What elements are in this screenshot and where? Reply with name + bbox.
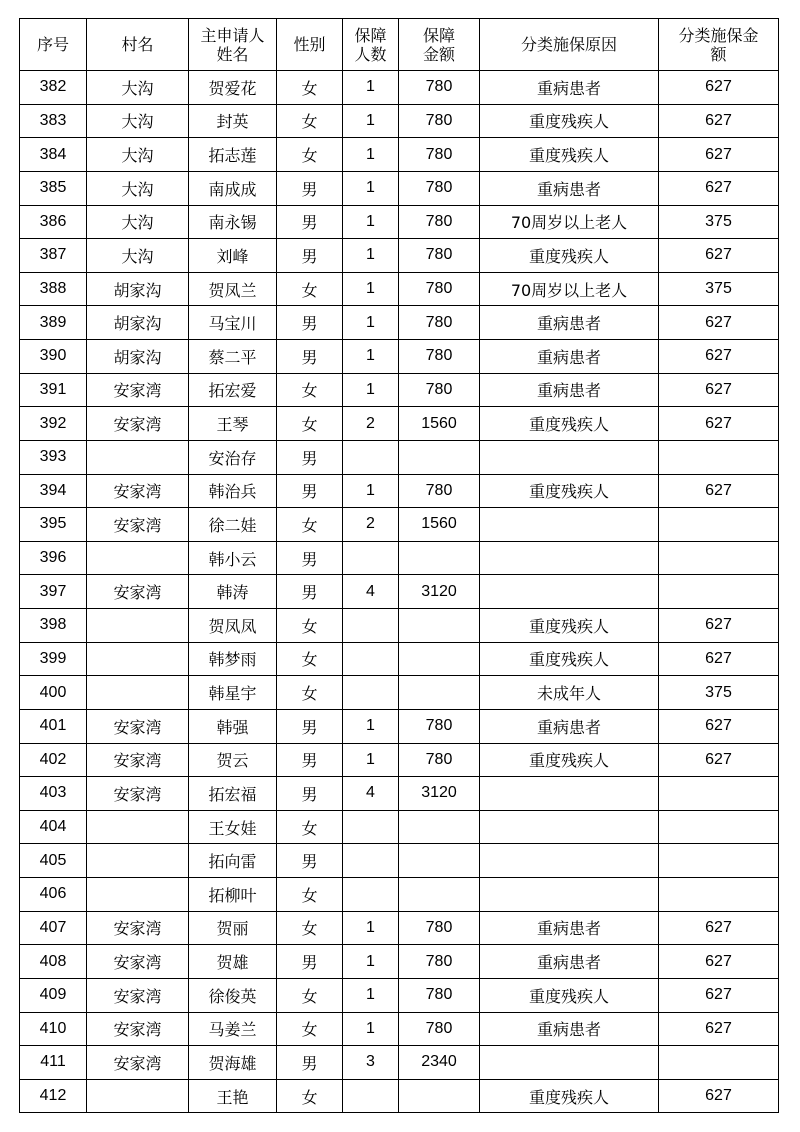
header-classification-reason: 分类施保原因 <box>480 19 659 71</box>
table-row <box>20 171 779 205</box>
covered-persons-cell: 1 <box>343 205 399 239</box>
village-cell: 大沟 <box>87 171 189 205</box>
serial-number-cell: 398 <box>20 609 87 643</box>
village-cell: 安家湾 <box>87 911 189 945</box>
applicant-name-cell: 贺雄 <box>189 945 277 979</box>
classification-amount-cell: 627 <box>659 306 779 340</box>
serial-number-cell: 387 <box>20 239 87 273</box>
classification-amount-cell <box>659 440 779 474</box>
covered-persons-cell <box>343 541 399 575</box>
serial-number-cell: 404 <box>20 810 87 844</box>
coverage-amount-cell: 3120 <box>399 777 480 811</box>
covered-persons-cell: 1 <box>343 138 399 172</box>
village-cell: 安家湾 <box>87 978 189 1012</box>
classification-amount-cell <box>659 575 779 609</box>
covered-persons-cell: 1 <box>343 474 399 508</box>
village-cell: 胡家沟 <box>87 306 189 340</box>
covered-persons-cell: 1 <box>343 945 399 979</box>
covered-persons-cell <box>343 609 399 643</box>
gender-cell: 女 <box>277 138 343 172</box>
table-row <box>20 878 779 912</box>
serial-number-cell: 405 <box>20 844 87 878</box>
covered-persons-cell: 2 <box>343 407 399 441</box>
covered-persons-cell: 2 <box>343 508 399 542</box>
table-row <box>20 340 779 374</box>
table-row <box>20 676 779 710</box>
gender-cell: 女 <box>277 911 343 945</box>
coverage-amount-cell <box>399 440 480 474</box>
reason-cell <box>480 508 659 542</box>
classification-amount-cell: 627 <box>659 978 779 1012</box>
reason-cell: 重病患者 <box>480 340 659 374</box>
village-cell: 安家湾 <box>87 1012 189 1046</box>
serial-number-cell: 394 <box>20 474 87 508</box>
classification-amount-cell <box>659 777 779 811</box>
gender-cell: 男 <box>277 340 343 374</box>
reason-cell: 70周岁以上老人 <box>480 205 659 239</box>
serial-number-cell: 397 <box>20 575 87 609</box>
serial-number-cell: 399 <box>20 642 87 676</box>
applicant-name-cell: 南成成 <box>189 171 277 205</box>
village-cell <box>87 541 189 575</box>
classification-amount-cell: 627 <box>659 407 779 441</box>
classification-amount-cell: 627 <box>659 911 779 945</box>
village-cell: 安家湾 <box>87 709 189 743</box>
gender-cell: 女 <box>277 508 343 542</box>
applicant-name-cell: 拓向雷 <box>189 844 277 878</box>
reason-cell: 重度残疾人 <box>480 407 659 441</box>
classification-amount-cell: 375 <box>659 205 779 239</box>
coverage-amount-cell: 780 <box>399 945 480 979</box>
village-cell: 安家湾 <box>87 407 189 441</box>
serial-number-cell: 389 <box>20 306 87 340</box>
applicant-name-cell: 刘峰 <box>189 239 277 273</box>
covered-persons-cell: 1 <box>343 71 399 105</box>
table-row <box>20 373 779 407</box>
covered-persons-cell: 1 <box>343 171 399 205</box>
table-row <box>20 138 779 172</box>
header-row <box>20 19 779 71</box>
village-cell <box>87 676 189 710</box>
covered-persons-cell <box>343 642 399 676</box>
reason-cell: 重病患者 <box>480 171 659 205</box>
village-cell: 安家湾 <box>87 945 189 979</box>
reason-cell <box>480 575 659 609</box>
reason-cell: 重病患者 <box>480 1012 659 1046</box>
table-row <box>20 743 779 777</box>
classification-amount-cell: 627 <box>659 609 779 643</box>
covered-persons-cell: 3 <box>343 1046 399 1080</box>
table-row <box>20 810 779 844</box>
reason-cell: 重度残疾人 <box>480 743 659 777</box>
coverage-amount-cell: 780 <box>399 978 480 1012</box>
coverage-amount-cell: 780 <box>399 373 480 407</box>
village-cell <box>87 642 189 676</box>
applicant-name-cell: 王女娃 <box>189 810 277 844</box>
reason-cell <box>480 878 659 912</box>
applicant-name-cell: 贺丽 <box>189 911 277 945</box>
header-serial-number: 序号 <box>20 19 87 71</box>
coverage-amount-cell <box>399 676 480 710</box>
gender-cell: 男 <box>277 1046 343 1080</box>
table-row <box>20 642 779 676</box>
covered-persons-cell: 1 <box>343 239 399 273</box>
applicant-name-cell: 王艳 <box>189 1079 277 1113</box>
covered-persons-cell: 4 <box>343 777 399 811</box>
table-row <box>20 1046 779 1080</box>
reason-cell: 重度残疾人 <box>480 978 659 1012</box>
coverage-amount-cell: 780 <box>399 474 480 508</box>
covered-persons-cell <box>343 1079 399 1113</box>
applicant-name-cell: 韩小云 <box>189 541 277 575</box>
header-covered-persons: 保障 人数 <box>343 19 399 71</box>
gender-cell: 男 <box>277 171 343 205</box>
classification-amount-cell: 627 <box>659 340 779 374</box>
applicant-name-cell: 拓柳叶 <box>189 878 277 912</box>
covered-persons-cell: 1 <box>343 373 399 407</box>
village-cell <box>87 810 189 844</box>
reason-cell: 70周岁以上老人 <box>480 272 659 306</box>
reason-cell <box>480 440 659 474</box>
covered-persons-cell: 1 <box>343 272 399 306</box>
covered-persons-cell: 1 <box>343 743 399 777</box>
village-cell: 大沟 <box>87 205 189 239</box>
serial-number-cell: 410 <box>20 1012 87 1046</box>
serial-number-cell: 407 <box>20 911 87 945</box>
applicant-name-cell: 贺凤兰 <box>189 272 277 306</box>
village-cell <box>87 609 189 643</box>
serial-number-cell: 400 <box>20 676 87 710</box>
applicant-name-cell: 安治存 <box>189 440 277 474</box>
table-row <box>20 508 779 542</box>
classification-amount-cell <box>659 810 779 844</box>
classification-amount-cell <box>659 508 779 542</box>
reason-cell: 重病患者 <box>480 373 659 407</box>
classification-amount-cell: 375 <box>659 272 779 306</box>
applicant-name-cell: 马宝川 <box>189 306 277 340</box>
serial-number-cell: 409 <box>20 978 87 1012</box>
classification-amount-cell <box>659 541 779 575</box>
village-cell: 安家湾 <box>87 743 189 777</box>
allowance-table-container <box>19 18 779 1113</box>
village-cell: 安家湾 <box>87 777 189 811</box>
header-gender: 性别 <box>277 19 343 71</box>
table-row <box>20 306 779 340</box>
coverage-amount-cell: 780 <box>399 71 480 105</box>
reason-cell: 重度残疾人 <box>480 239 659 273</box>
village-cell: 安家湾 <box>87 508 189 542</box>
serial-number-cell: 402 <box>20 743 87 777</box>
table-row <box>20 541 779 575</box>
table-row <box>20 71 779 105</box>
village-cell: 安家湾 <box>87 474 189 508</box>
applicant-name-cell: 徐二娃 <box>189 508 277 542</box>
gender-cell: 女 <box>277 104 343 138</box>
classification-amount-cell: 627 <box>659 1012 779 1046</box>
gender-cell: 男 <box>277 575 343 609</box>
classification-amount-cell: 627 <box>659 104 779 138</box>
village-cell: 胡家沟 <box>87 340 189 374</box>
coverage-amount-cell <box>399 609 480 643</box>
table-row <box>20 844 779 878</box>
reason-cell <box>480 810 659 844</box>
table-row <box>20 777 779 811</box>
classification-amount-cell: 627 <box>659 945 779 979</box>
coverage-amount-cell: 780 <box>399 205 480 239</box>
reason-cell: 重病患者 <box>480 945 659 979</box>
serial-number-cell: 388 <box>20 272 87 306</box>
covered-persons-cell <box>343 878 399 912</box>
serial-number-cell: 406 <box>20 878 87 912</box>
header-coverage-amount: 保障 金额 <box>399 19 480 71</box>
classification-amount-cell: 627 <box>659 239 779 273</box>
applicant-name-cell: 韩涛 <box>189 575 277 609</box>
covered-persons-cell <box>343 844 399 878</box>
applicant-name-cell: 韩治兵 <box>189 474 277 508</box>
classification-amount-cell <box>659 844 779 878</box>
applicant-name-cell: 封英 <box>189 104 277 138</box>
table-row <box>20 575 779 609</box>
coverage-amount-cell: 780 <box>399 911 480 945</box>
coverage-amount-cell: 780 <box>399 171 480 205</box>
header-applicant-name: 主申请人 姓名 <box>189 19 277 71</box>
table-row <box>20 407 779 441</box>
reason-cell: 重度残疾人 <box>480 104 659 138</box>
table-row <box>20 609 779 643</box>
applicant-name-cell: 贺爱花 <box>189 71 277 105</box>
village-cell <box>87 844 189 878</box>
gender-cell: 男 <box>277 440 343 474</box>
applicant-name-cell: 韩强 <box>189 709 277 743</box>
covered-persons-cell: 1 <box>343 1012 399 1046</box>
serial-number-cell: 386 <box>20 205 87 239</box>
gender-cell: 男 <box>277 777 343 811</box>
village-cell: 安家湾 <box>87 1046 189 1080</box>
covered-persons-cell: 4 <box>343 575 399 609</box>
village-cell <box>87 1079 189 1113</box>
serial-number-cell: 392 <box>20 407 87 441</box>
coverage-amount-cell <box>399 1079 480 1113</box>
table-row <box>20 440 779 474</box>
gender-cell: 女 <box>277 272 343 306</box>
reason-cell: 重病患者 <box>480 911 659 945</box>
reason-cell: 重病患者 <box>480 709 659 743</box>
classification-amount-cell: 627 <box>659 474 779 508</box>
coverage-amount-cell <box>399 642 480 676</box>
village-cell: 大沟 <box>87 138 189 172</box>
header-village-name: 村名 <box>87 19 189 71</box>
gender-cell: 女 <box>277 878 343 912</box>
table-row <box>20 205 779 239</box>
applicant-name-cell: 南永锡 <box>189 205 277 239</box>
reason-cell <box>480 777 659 811</box>
classification-amount-cell <box>659 878 779 912</box>
applicant-name-cell: 贺凤凤 <box>189 609 277 643</box>
reason-cell: 重度残疾人 <box>480 609 659 643</box>
coverage-amount-cell: 780 <box>399 340 480 374</box>
table-row <box>20 474 779 508</box>
table-row <box>20 239 779 273</box>
gender-cell: 男 <box>277 541 343 575</box>
reason-cell <box>480 541 659 575</box>
applicant-name-cell: 拓志莲 <box>189 138 277 172</box>
coverage-amount-cell: 780 <box>399 306 480 340</box>
reason-cell: 重度残疾人 <box>480 138 659 172</box>
coverage-amount-cell: 3120 <box>399 575 480 609</box>
coverage-amount-cell <box>399 810 480 844</box>
gender-cell: 女 <box>277 1012 343 1046</box>
coverage-amount-cell: 780 <box>399 709 480 743</box>
serial-number-cell: 401 <box>20 709 87 743</box>
gender-cell: 男 <box>277 709 343 743</box>
covered-persons-cell <box>343 440 399 474</box>
covered-persons-cell <box>343 810 399 844</box>
serial-number-cell: 391 <box>20 373 87 407</box>
village-cell: 安家湾 <box>87 575 189 609</box>
coverage-amount-cell: 780 <box>399 239 480 273</box>
serial-number-cell: 408 <box>20 945 87 979</box>
coverage-amount-cell: 780 <box>399 138 480 172</box>
applicant-name-cell: 马姜兰 <box>189 1012 277 1046</box>
reason-cell: 重病患者 <box>480 306 659 340</box>
gender-cell: 男 <box>277 743 343 777</box>
table-row <box>20 272 779 306</box>
coverage-amount-cell: 780 <box>399 1012 480 1046</box>
table-row <box>20 911 779 945</box>
coverage-amount-cell: 780 <box>399 272 480 306</box>
village-cell: 胡家沟 <box>87 272 189 306</box>
village-cell: 大沟 <box>87 239 189 273</box>
applicant-name-cell: 王琴 <box>189 407 277 441</box>
classification-amount-cell: 627 <box>659 743 779 777</box>
serial-number-cell: 393 <box>20 440 87 474</box>
gender-cell: 女 <box>277 642 343 676</box>
covered-persons-cell: 1 <box>343 911 399 945</box>
gender-cell: 男 <box>277 945 343 979</box>
serial-number-cell: 403 <box>20 777 87 811</box>
serial-number-cell: 385 <box>20 171 87 205</box>
coverage-amount-cell: 1560 <box>399 508 480 542</box>
applicant-name-cell: 徐俊英 <box>189 978 277 1012</box>
reason-cell <box>480 1046 659 1080</box>
classification-amount-cell: 627 <box>659 71 779 105</box>
covered-persons-cell: 1 <box>343 306 399 340</box>
coverage-amount-cell: 2340 <box>399 1046 480 1080</box>
classification-amount-cell: 627 <box>659 1079 779 1113</box>
table-row <box>20 945 779 979</box>
classification-amount-cell: 627 <box>659 373 779 407</box>
applicant-name-cell: 贺云 <box>189 743 277 777</box>
serial-number-cell: 396 <box>20 541 87 575</box>
allowance-table <box>19 18 779 1113</box>
gender-cell: 女 <box>277 373 343 407</box>
village-cell <box>87 440 189 474</box>
applicant-name-cell: 韩梦雨 <box>189 642 277 676</box>
coverage-amount-cell: 1560 <box>399 407 480 441</box>
applicant-name-cell: 拓宏福 <box>189 777 277 811</box>
covered-persons-cell: 1 <box>343 709 399 743</box>
gender-cell: 女 <box>277 407 343 441</box>
gender-cell: 女 <box>277 978 343 1012</box>
classification-amount-cell: 627 <box>659 709 779 743</box>
classification-amount-cell <box>659 1046 779 1080</box>
serial-number-cell: 390 <box>20 340 87 374</box>
coverage-amount-cell <box>399 541 480 575</box>
gender-cell: 女 <box>277 1079 343 1113</box>
coverage-amount-cell: 780 <box>399 104 480 138</box>
serial-number-cell: 412 <box>20 1079 87 1113</box>
classification-amount-cell: 627 <box>659 171 779 205</box>
coverage-amount-cell: 780 <box>399 743 480 777</box>
covered-persons-cell: 1 <box>343 104 399 138</box>
header-classification-amount: 分类施保金 额 <box>659 19 779 71</box>
reason-cell: 重病患者 <box>480 71 659 105</box>
coverage-amount-cell <box>399 844 480 878</box>
table-body <box>20 71 779 1113</box>
village-cell: 大沟 <box>87 104 189 138</box>
reason-cell: 重度残疾人 <box>480 474 659 508</box>
applicant-name-cell: 拓宏爱 <box>189 373 277 407</box>
gender-cell: 男 <box>277 239 343 273</box>
table-row <box>20 709 779 743</box>
classification-amount-cell: 375 <box>659 676 779 710</box>
gender-cell: 男 <box>277 306 343 340</box>
serial-number-cell: 382 <box>20 71 87 105</box>
serial-number-cell: 395 <box>20 508 87 542</box>
coverage-amount-cell <box>399 878 480 912</box>
gender-cell: 女 <box>277 71 343 105</box>
table-row <box>20 1012 779 1046</box>
table-row <box>20 1079 779 1113</box>
reason-cell <box>480 844 659 878</box>
table-row <box>20 978 779 1012</box>
reason-cell: 重度残疾人 <box>480 1079 659 1113</box>
village-cell: 安家湾 <box>87 373 189 407</box>
covered-persons-cell <box>343 676 399 710</box>
reason-cell: 重度残疾人 <box>480 642 659 676</box>
classification-amount-cell: 627 <box>659 138 779 172</box>
village-cell <box>87 878 189 912</box>
gender-cell: 男 <box>277 474 343 508</box>
serial-number-cell: 383 <box>20 104 87 138</box>
gender-cell: 男 <box>277 205 343 239</box>
gender-cell: 女 <box>277 810 343 844</box>
classification-amount-cell: 627 <box>659 642 779 676</box>
table-row <box>20 104 779 138</box>
applicant-name-cell: 贺海雄 <box>189 1046 277 1080</box>
applicant-name-cell: 韩星宇 <box>189 676 277 710</box>
serial-number-cell: 411 <box>20 1046 87 1080</box>
reason-cell: 未成年人 <box>480 676 659 710</box>
gender-cell: 男 <box>277 844 343 878</box>
serial-number-cell: 384 <box>20 138 87 172</box>
covered-persons-cell: 1 <box>343 340 399 374</box>
covered-persons-cell: 1 <box>343 978 399 1012</box>
gender-cell: 女 <box>277 676 343 710</box>
village-cell: 大沟 <box>87 71 189 105</box>
applicant-name-cell: 蔡二平 <box>189 340 277 374</box>
gender-cell: 女 <box>277 609 343 643</box>
